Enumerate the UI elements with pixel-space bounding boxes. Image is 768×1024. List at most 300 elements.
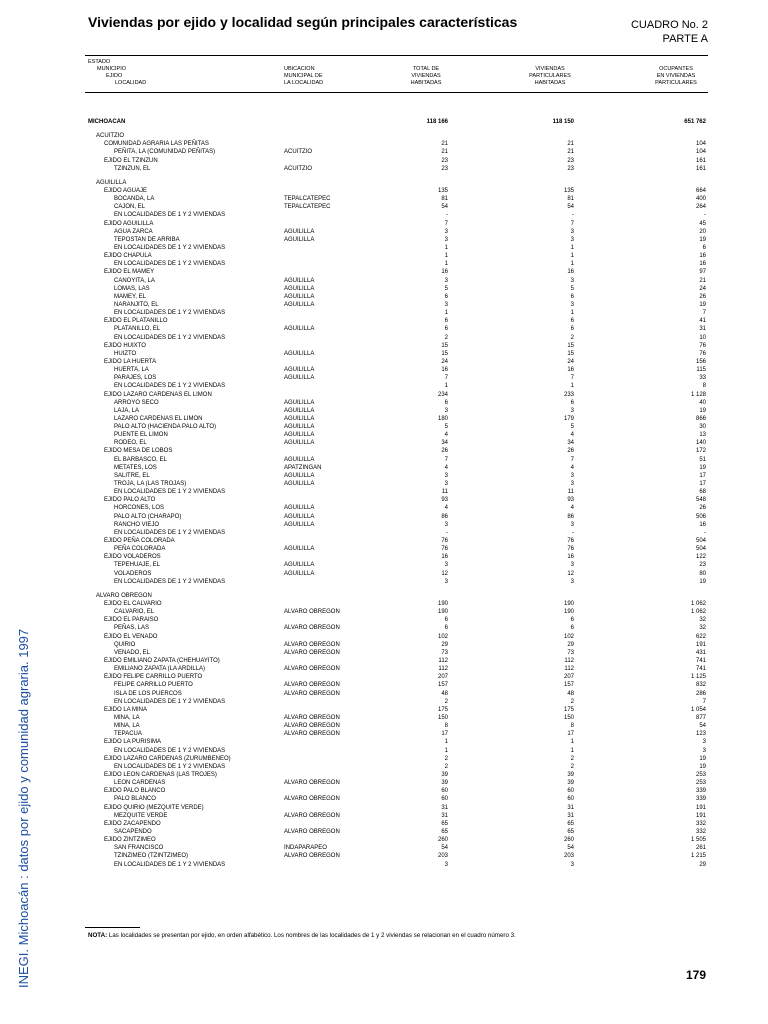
row-particulares: 2 <box>570 763 574 770</box>
table-row <box>0 738 768 746</box>
row-name: SACAPENDO <box>114 828 152 835</box>
row-ocupantes: 339 <box>695 788 706 795</box>
row-name: EL BARBASCO, EL <box>114 456 167 463</box>
row-ubicacion: ACUITZIO <box>284 165 312 172</box>
row-total: 1 <box>444 310 448 317</box>
row-total: 4 <box>444 432 448 439</box>
row-name: TEPACUA <box>114 731 142 738</box>
row-ocupantes: 548 <box>695 497 706 504</box>
row-particulares: 1 <box>570 261 574 268</box>
row-total: 16 <box>441 367 448 374</box>
row-total: 12 <box>441 570 448 577</box>
header-text: VIVIENDAS <box>535 66 565 72</box>
row-total: 3 <box>444 861 448 868</box>
row-name: AGUA ZARCA <box>114 228 153 235</box>
row-ubicacion: AGUILILLA <box>284 432 315 439</box>
row-ubicacion: AGUILILLA <box>284 456 315 463</box>
table-row <box>0 755 768 763</box>
row-ocupantes: 76 <box>699 350 706 357</box>
table-row <box>0 616 768 624</box>
row-particulares: 48 <box>567 690 574 697</box>
row-ocupantes: 339 <box>695 796 706 803</box>
row-particulares: 203 <box>563 853 574 860</box>
row-total: 3 <box>444 578 448 585</box>
row-name: EN LOCALIDADES DE 1 Y 2 VIVIENDAS <box>114 861 226 868</box>
table-row <box>0 252 768 260</box>
table-row <box>0 706 768 714</box>
row-particulares: 76 <box>567 546 574 553</box>
row-ocupantes: 8 <box>702 383 706 390</box>
table-row <box>0 779 768 787</box>
header-text: MUNICIPIO <box>97 66 127 72</box>
row-particulares: 17 <box>567 731 574 738</box>
row-name: HORCONES, LOS <box>114 505 165 512</box>
row-ocupantes: 741 <box>695 658 706 664</box>
row-name: EJIDO EL PARAISO <box>104 617 159 624</box>
table-row <box>0 228 768 236</box>
row-total: 190 <box>437 601 448 608</box>
row-particulares: 23 <box>567 157 574 164</box>
table-row <box>0 358 768 366</box>
row-name: EJIDO LA PURISIMA <box>104 739 162 746</box>
row-ocupantes: 76 <box>699 342 706 349</box>
row-total: - <box>446 212 448 219</box>
row-ocupantes: 253 <box>695 780 706 787</box>
row-particulares: 1 <box>570 253 574 260</box>
header-bottom-rule <box>85 92 708 93</box>
row-name: PALO ALTO (HACIENDA PALO ALTO) <box>114 424 217 431</box>
row-particulares: 31 <box>567 812 574 819</box>
table-row <box>0 220 768 228</box>
row-name: PALO BLANCO <box>114 796 156 803</box>
cuadro-number: CUADRO No. 2 <box>630 19 708 31</box>
row-name: EN LOCALIDADES DE 1 Y 2 VIVIENDAS <box>114 578 226 585</box>
row-total: 112 <box>438 658 448 664</box>
row-total: 7 <box>444 220 448 227</box>
row-total: 3 <box>444 236 448 243</box>
table-row <box>0 277 768 285</box>
header-text: VIVIENDAS <box>411 73 441 79</box>
row-ocupantes: 24 <box>699 285 706 292</box>
row-particulares: 65 <box>567 820 574 827</box>
row-ocupantes: 115 <box>696 367 706 374</box>
row-particulares: 60 <box>567 796 574 803</box>
row-name: EJIDO PALO ALTO <box>104 497 156 504</box>
row-ubicacion: AGUILILLA <box>284 521 315 528</box>
table-row <box>0 578 768 586</box>
row-ocupantes: 19 <box>699 578 706 585</box>
table-row <box>0 763 768 771</box>
row-name: PEÑA COLORADA <box>114 546 166 553</box>
row-ocupantes: 3 <box>702 747 706 754</box>
table-row <box>0 608 768 616</box>
row-particulares: 102 <box>563 633 574 640</box>
row-ocupantes: 104 <box>695 149 706 156</box>
row-ocupantes: 13 <box>699 432 706 439</box>
row-name: PEÑITA, LA (COMUNIDAD PEÑITAS) <box>114 149 216 156</box>
row-ocupantes: 332 <box>695 828 706 835</box>
row-total: 157 <box>437 682 448 689</box>
row-particulares: 76 <box>567 538 574 545</box>
row-name: ISLA DE LOS PUERCOS <box>114 690 182 697</box>
row-ocupantes: 40 <box>699 399 706 406</box>
row-ocupantes: 332 <box>695 820 706 827</box>
row-particulares: 260 <box>563 837 574 844</box>
table-row <box>0 317 768 325</box>
row-total: 180 <box>437 415 448 422</box>
row-ubicacion: AGUILILLA <box>284 562 315 569</box>
note-rule <box>85 927 140 928</box>
row-total: 21 <box>441 141 448 148</box>
row-name: EMILIANO ZAPATA (LA ARDILLA) <box>114 666 206 673</box>
table-row <box>0 399 768 407</box>
row-ocupantes: 866 <box>695 415 706 422</box>
row-ocupantes: - <box>704 529 706 536</box>
row-total: 76 <box>441 538 448 545</box>
row-ubicacion: APATZINGAN <box>284 464 322 471</box>
header-text: PARTICULARES <box>529 73 571 79</box>
row-ocupantes: 20 <box>699 228 706 235</box>
row-particulares: 3 <box>570 562 574 569</box>
row-total: 1 <box>444 739 448 746</box>
row-ocupantes: 32 <box>699 617 706 624</box>
row-particulares: 6 <box>570 326 574 333</box>
row-name: EJIDO AGUAJE <box>104 187 148 194</box>
row-name: EJIDO EL TZINZUN <box>104 157 158 164</box>
row-ubicacion: ALVARO OBREGON <box>284 812 340 819</box>
table-row <box>0 730 768 738</box>
row-total: 6 <box>444 293 448 300</box>
row-total: 234 <box>437 391 448 398</box>
row-particulares: 3 <box>570 472 574 479</box>
row-name: EN LOCALIDADES DE 1 Y 2 VIVIENDAS <box>114 310 226 317</box>
table-row <box>0 309 768 317</box>
row-name: METATES, LOS <box>114 464 157 471</box>
row-name: EJIDO LA HUERTA <box>104 358 157 365</box>
row-total: 1 <box>444 747 448 754</box>
row-name: EJIDO LAZARO CARDENAS EL LIMON <box>104 391 212 398</box>
row-name: MICHOACAN <box>88 119 126 125</box>
table-row <box>0 179 768 187</box>
table-row <box>0 690 768 698</box>
row-total: 2 <box>444 334 448 341</box>
row-particulares: 1 <box>570 310 574 317</box>
header-text: UBICACION <box>284 66 315 72</box>
row-name: LOMAS, LAS <box>114 285 150 292</box>
row-total: 6 <box>444 399 448 406</box>
row-name: LAZARO CARDENAS EL LIMON <box>114 415 203 422</box>
table-row <box>0 722 768 730</box>
row-ocupantes: 19 <box>699 763 706 770</box>
row-ocupantes: 161 <box>695 157 706 164</box>
row-ocupantes: 286 <box>695 690 706 697</box>
table-row <box>0 132 768 140</box>
table-row <box>0 861 768 869</box>
header-col-location <box>88 59 146 87</box>
row-particulares: 39 <box>567 771 574 778</box>
row-name: FELIPE CARRILLO PUERTO <box>114 682 193 689</box>
table-row <box>0 366 768 374</box>
row-particulares: 157 <box>563 682 574 689</box>
row-name: LAJA, LA <box>114 407 140 414</box>
row-total: 17 <box>441 731 448 738</box>
row-name: CANOYITA, LA <box>114 277 155 284</box>
row-name: RANCHO VIEJO <box>114 521 160 528</box>
header-text: LA LOCALIDAD <box>284 80 324 86</box>
row-name: EJIDO EL MAMEY <box>104 269 155 276</box>
row-particulares: 93 <box>567 497 574 504</box>
row-name: BOCANDA, LA <box>114 196 155 203</box>
row-particulares: 11 <box>567 489 574 496</box>
table-row <box>0 118 768 126</box>
table-row <box>0 673 768 681</box>
row-particulares: 3 <box>570 861 574 868</box>
table-row <box>0 649 768 657</box>
row-particulares: 60 <box>567 788 574 795</box>
table-row <box>0 439 768 447</box>
row-ubicacion: AGUILILLA <box>284 513 315 520</box>
row-total: 190 <box>437 609 448 616</box>
row-ocupantes: - <box>704 212 706 219</box>
row-name: MINA, LA <box>114 714 140 721</box>
row-total: 60 <box>441 788 448 795</box>
row-ocupantes: 253 <box>695 771 706 778</box>
row-name: EJIDO EL VENADO <box>104 633 158 640</box>
row-total: 3 <box>444 472 448 479</box>
row-particulares: 118 150 <box>552 119 574 125</box>
row-total: 2 <box>444 755 448 762</box>
row-total: 31 <box>441 812 448 819</box>
row-total: 1 <box>444 383 448 390</box>
row-ocupantes: 1 505 <box>690 837 706 844</box>
row-name: EJIDO EL PLATANILLO <box>104 318 168 325</box>
table-row <box>0 570 768 578</box>
row-particulares: 2 <box>570 755 574 762</box>
row-total: 2 <box>444 698 448 705</box>
row-particulares: 6 <box>570 399 574 406</box>
row-name: ARROYO SECO <box>114 399 159 406</box>
row-ocupantes: 16 <box>699 253 706 260</box>
row-particulares: 21 <box>567 141 574 148</box>
row-ocupantes: 832 <box>695 682 706 689</box>
row-ubicacion: ALVARO OBREGON <box>284 714 340 721</box>
row-ocupantes: 140 <box>695 440 706 447</box>
row-ocupantes: 16 <box>699 261 706 268</box>
row-name: EN LOCALIDADES DE 1 Y 2 VIVIENDAS <box>114 529 226 536</box>
table-row <box>0 325 768 333</box>
row-ocupantes: 23 <box>699 562 706 569</box>
table-row <box>0 244 768 252</box>
table-row <box>0 447 768 455</box>
row-particulares: 2 <box>570 698 574 705</box>
row-ocupantes: 45 <box>699 220 706 227</box>
row-ubicacion: ALVARO OBREGON <box>284 723 340 730</box>
row-name: EJIDO AGUILILLA <box>104 220 154 227</box>
row-total: 118 166 <box>426 119 448 125</box>
row-particulares: 3 <box>570 301 574 308</box>
row-particulares: 3 <box>570 277 574 284</box>
table-row <box>0 488 768 496</box>
row-total: 34 <box>441 440 448 447</box>
row-ocupantes: 104 <box>695 141 706 148</box>
row-name: EJIDO ZINTZIMEO <box>104 837 156 844</box>
row-name: EN LOCALIDADES DE 1 Y 2 VIVIENDAS <box>114 244 226 251</box>
row-ocupantes: 97 <box>699 269 706 276</box>
row-ocupantes: 19 <box>699 301 706 308</box>
row-ocupantes: 191 <box>695 812 706 819</box>
row-total: 203 <box>437 853 448 860</box>
row-ubicacion: AGUILILLA <box>284 236 315 243</box>
row-particulares: 29 <box>567 641 574 648</box>
row-ubicacion: ALVARO OBREGON <box>284 780 340 787</box>
row-name: EN LOCALIDADES DE 1 Y 2 VIVIENDAS <box>114 212 226 219</box>
table-row <box>0 423 768 431</box>
row-particulares: 3 <box>570 236 574 243</box>
row-ocupantes: 741 <box>695 666 706 673</box>
row-particulares: 2 <box>570 334 574 341</box>
row-ubicacion: ALVARO OBREGON <box>284 649 340 656</box>
row-total: 8 <box>444 723 448 730</box>
table-row <box>0 828 768 836</box>
row-particulares: 1 <box>570 739 574 746</box>
row-total: 24 <box>441 358 448 365</box>
row-ocupantes: 33 <box>699 375 706 382</box>
row-ocupantes: 1 128 <box>690 391 706 398</box>
row-ocupantes: 1 062 <box>690 601 706 608</box>
row-ocupantes: 21 <box>699 277 706 284</box>
row-total: 23 <box>441 165 448 172</box>
row-name: MAMEY, EL <box>114 293 146 300</box>
table-row <box>0 480 768 488</box>
row-particulares: 190 <box>563 601 574 608</box>
row-total: 5 <box>444 424 448 431</box>
table-row <box>0 496 768 504</box>
row-name: TEPOSTAN DE ARRIBA <box>114 236 180 243</box>
row-ubicacion: AGUILILLA <box>284 277 315 284</box>
row-particulares: 4 <box>570 505 574 512</box>
row-total: 3 <box>444 481 448 488</box>
table-row <box>0 148 768 156</box>
row-ubicacion: AGUILILLA <box>284 350 315 357</box>
row-name: PALO ALTO (CHARAPO) <box>114 513 182 520</box>
row-name: CAJON, EL <box>114 204 146 211</box>
header-text: TOTAL DE <box>412 66 440 72</box>
note-text: Las localidades se presentan por ejido, en orden alfabético. Los nombres de las localidades de 1 y 2 viviendas se relacionan en el cuadro número 3. <box>108 932 516 939</box>
row-total: 6 <box>444 326 448 333</box>
table-row <box>0 804 768 812</box>
row-ocupantes: 31 <box>699 326 706 333</box>
header-col-total <box>396 66 456 87</box>
row-name: EJIDO HUIXTO <box>104 342 146 349</box>
row-name: EJIDO MESA DE LOBOS <box>104 448 173 455</box>
table-row <box>0 260 768 268</box>
row-ocupantes: 622 <box>695 633 706 640</box>
row-ocupantes: 506 <box>695 513 706 520</box>
row-ubicacion: AGUILILLA <box>284 301 315 308</box>
table-row <box>0 561 768 569</box>
row-name: LEON CARDENAS <box>114 780 166 787</box>
row-name: EN LOCALIDADES DE 1 Y 2 VIVIENDAS <box>114 334 226 341</box>
row-name: PUENTE EL LIMON <box>114 432 168 439</box>
table-row <box>0 553 768 561</box>
table-row <box>0 795 768 803</box>
row-name: TZINZUN, EL <box>114 165 151 172</box>
row-ocupantes: 1 062 <box>690 609 706 616</box>
row-ocupantes: 191 <box>695 804 706 811</box>
row-total: 29 <box>441 641 448 648</box>
row-name: MEZQUITE VERDE <box>114 812 168 819</box>
row-particulares: 23 <box>567 165 574 172</box>
row-total: 16 <box>441 554 448 561</box>
table-row <box>0 681 768 689</box>
row-ocupantes: 26 <box>699 293 706 300</box>
row-particulares: 16 <box>567 554 574 561</box>
header-top-rule <box>85 55 708 56</box>
row-ocupantes: 19 <box>699 407 706 414</box>
row-particulares: 3 <box>570 228 574 235</box>
row-particulares: 54 <box>567 845 574 852</box>
row-name: EJIDO VOLADEROS <box>104 554 161 561</box>
row-total: 73 <box>441 649 448 656</box>
row-name: VOLADEROS <box>114 570 152 577</box>
row-total: 6 <box>444 318 448 325</box>
table-row <box>0 657 768 665</box>
table-row <box>0 714 768 722</box>
row-name: NARANJITO, EL <box>114 301 159 308</box>
row-particulares: 233 <box>563 391 574 398</box>
table-row <box>0 771 768 779</box>
table-row <box>0 521 768 529</box>
row-total: 39 <box>441 771 448 778</box>
row-total: 2 <box>444 763 448 770</box>
row-ocupantes: 1 054 <box>690 706 706 713</box>
footnote <box>88 932 516 939</box>
row-total: 6 <box>444 617 448 624</box>
row-ocupantes: 19 <box>699 464 706 471</box>
row-total: 4 <box>444 505 448 512</box>
table-row <box>0 236 768 244</box>
table-row <box>0 407 768 415</box>
row-ubicacion: AGUILILLA <box>284 293 315 300</box>
row-total: 1 <box>444 261 448 268</box>
row-name: COMUNIDAD AGRARIA LAS PEÑITAS <box>104 141 209 148</box>
row-particulares: 190 <box>563 609 574 616</box>
header-text: HABITADAS <box>534 80 566 86</box>
row-particulares: 3 <box>570 578 574 585</box>
row-ubicacion: ALVARO OBREGON <box>284 828 340 835</box>
row-particulares: - <box>572 529 574 536</box>
page-number: 179 <box>685 968 706 982</box>
row-name: EJIDO LEON CARDENAS (LAS TROJES) <box>104 771 217 778</box>
row-particulares: 34 <box>567 440 574 447</box>
row-particulares: 6 <box>570 293 574 300</box>
row-ubicacion: INDAPARAPEO <box>284 845 327 852</box>
row-name: RODEO, EL <box>114 440 147 447</box>
row-ocupantes: 29 <box>699 861 706 868</box>
row-ubicacion: ALVARO OBREGON <box>284 666 340 673</box>
row-name: PLATANILLO, EL <box>114 326 161 333</box>
row-ubicacion: ALVARO OBREGON <box>284 690 340 697</box>
row-total: 260 <box>437 837 448 844</box>
page-title: Viviendas por ejido y localidad según principales características <box>88 14 518 30</box>
row-particulares: 112 <box>564 658 574 664</box>
row-particulares: 6 <box>570 625 574 632</box>
header-text: HABITADAS <box>410 80 442 86</box>
row-particulares: 54 <box>567 204 574 211</box>
row-ocupantes: 10 <box>699 334 706 341</box>
row-ocupantes: 51 <box>699 456 706 463</box>
row-ubicacion: AGUILILLA <box>284 440 315 447</box>
